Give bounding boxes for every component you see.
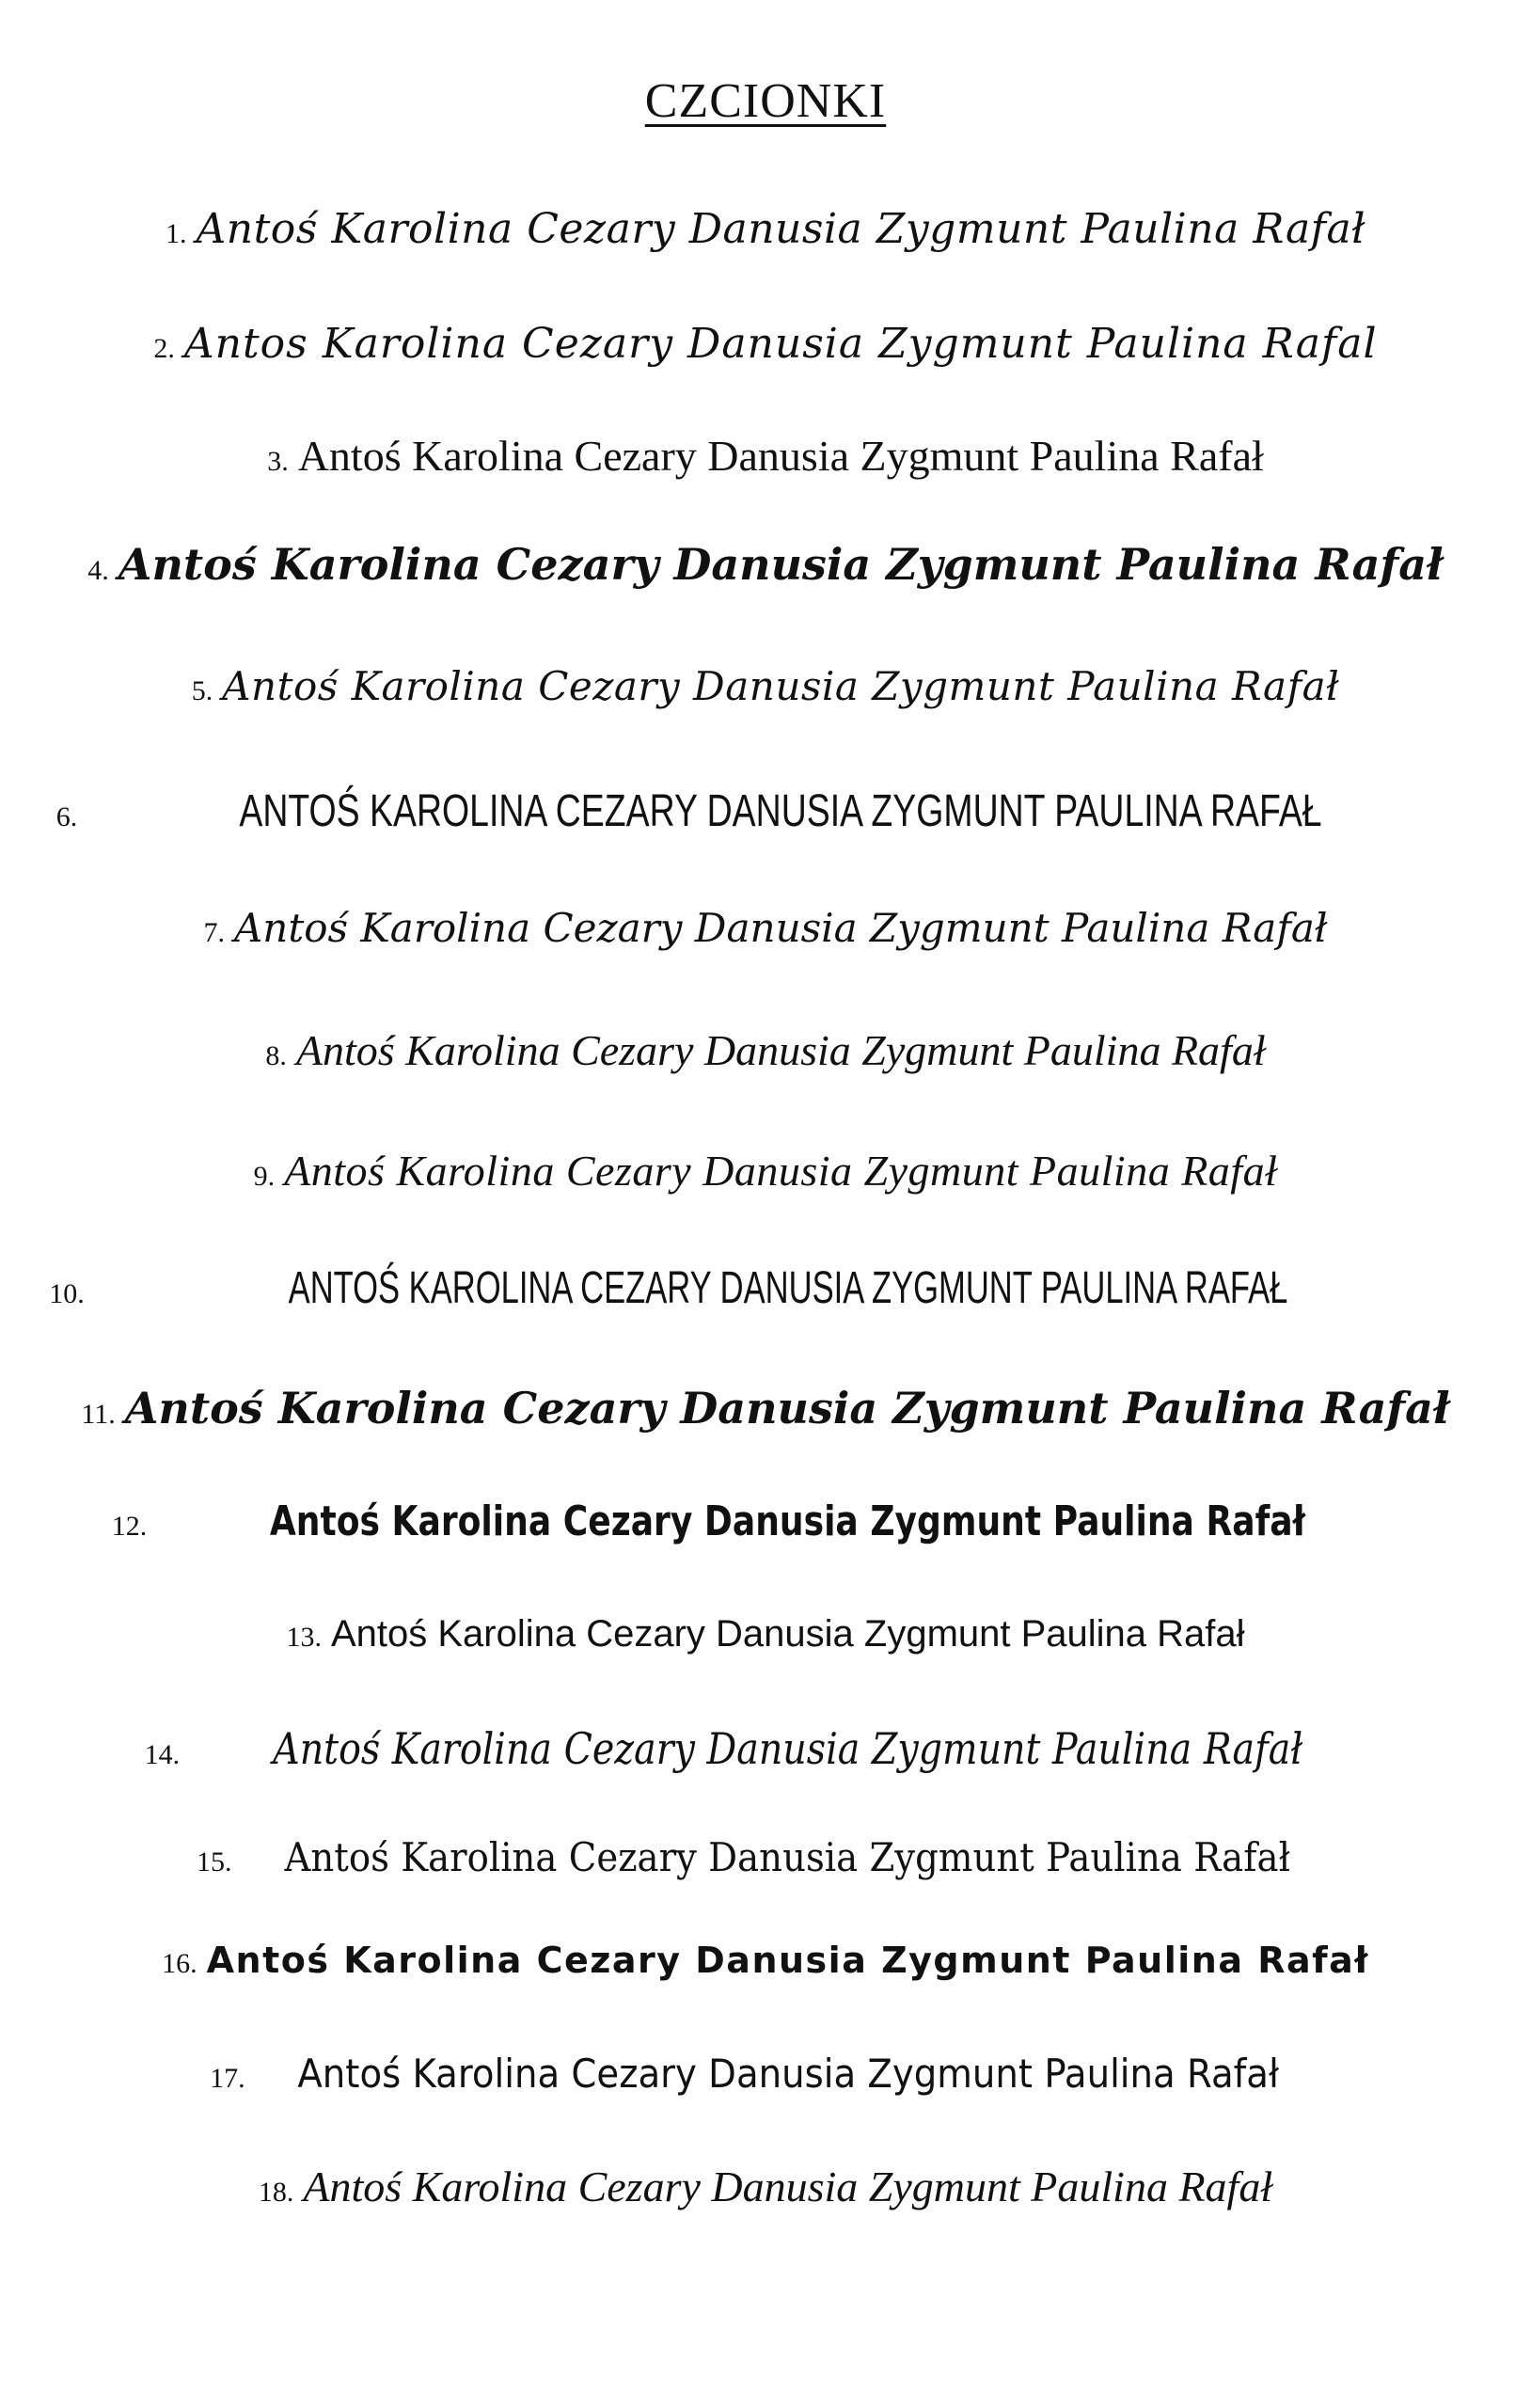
font-sample: Antoś Karolina Cezary Danusia Zygmunt Paulina Rafał [124, 1383, 1450, 1434]
font-row-7 [0, 905, 1531, 951]
font-sample: Antoś Karolina Cezary Danusia Zygmunt Paulina Rafał [284, 1147, 1278, 1195]
font-row-11 [0, 1383, 1531, 1434]
font-sample: Antoś Karolina Cezary Danusia Zygmunt Paulina Rafał [330, 1613, 1245, 1655]
font-number: 18. [258, 2177, 294, 2208]
font-sample: ANTOŚ KAROLINA CEZARY DANUSIA ZYGMUNT PAULINA RAFAŁ [239, 786, 1322, 836]
font-row-6 [0, 785, 1531, 837]
font-number: 5. [191, 675, 213, 706]
font-number: 4. [87, 555, 109, 586]
font-number: 13. [286, 1622, 322, 1653]
font-sample: ANTOŚ KAROLINA CEZARY DANUSIA ZYGMUNT PAULINA RAFAŁ [288, 1263, 1288, 1313]
font-row-12 [0, 1497, 1531, 1545]
font-number: 3. [267, 446, 289, 477]
font-number: 16. [162, 1948, 197, 1979]
font-number: 8. [265, 1040, 287, 1071]
font-number: 9. [253, 1161, 276, 1192]
font-row-14 [0, 1723, 1531, 1774]
font-number: 10. [49, 1278, 85, 1309]
font-sample: Antoś Karolina Cezary Danusia Zygmunt Paulina Rafał [296, 2051, 1279, 2097]
font-row-16 [0, 1940, 1531, 1981]
font-row-9 [0, 1146, 1531, 1196]
font-sample: Antos Karolina Cezary Danusia Zygmunt Paulina Rafal [183, 320, 1378, 368]
font-sample: Antoś Karolina Cezary Danusia Zygmunt Paulina Rafał [303, 2162, 1273, 2210]
page-title: CZCIONKI [644, 74, 887, 128]
font-number: 12. [111, 1511, 148, 1542]
font-number: 1. [166, 218, 187, 249]
font-number: 2. [153, 333, 175, 364]
font-sample: Antoś Karolina Cezary Danusia Zygmunt Paulina Rafał [297, 432, 1264, 480]
font-row-8 [0, 1025, 1531, 1075]
font-row-2 [0, 320, 1531, 368]
font-row-17 [0, 2051, 1531, 2097]
font-sample: Antoś Karolina Cezary Danusia Zygmunt Paulina Rafał [295, 1026, 1266, 1074]
font-number: 6. [55, 801, 78, 832]
font-sample: Antoś Karolina Cezary Danusia Zygmunt Paulina Rafał [233, 905, 1328, 951]
font-number: 17. [210, 2063, 245, 2094]
font-sample: Antoś Karolina Cezary Danusia Zygmunt Paulina Rafał [118, 539, 1444, 590]
font-sample: Antoś Karolina Cezary Danusia Zygmunt Paulina Rafał [270, 1497, 1306, 1545]
font-row-18 [0, 2162, 1531, 2211]
font-sample: Antoś Karolina Cezary Danusia Zygmunt Paulina Rafał [222, 663, 1340, 709]
font-row-3 [0, 431, 1531, 481]
font-sample: Antoś Karolina Cezary Danusia Zygmunt Paulina Rafał [206, 1940, 1369, 1981]
font-number: 7. [203, 917, 225, 948]
font-row-10 [0, 1262, 1531, 1314]
font-sample: Antoś Karolina Cezary Danusia Zygmunt Paulina Rafał [284, 1834, 1291, 1880]
font-row-1 [0, 205, 1531, 253]
font-row-4 [0, 539, 1531, 590]
font-row-15 [0, 1834, 1531, 1880]
font-row-5 [0, 663, 1531, 709]
font-sample: Antoś Karolina Cezary Danusia Zygmunt Paulina Rafał [196, 205, 1365, 253]
font-number: 15. [196, 1846, 232, 1877]
font-row-13 [0, 1613, 1531, 1656]
font-number: 11. [81, 1399, 116, 1430]
font-number: 14. [144, 1739, 181, 1770]
font-sample: Antoś Karolina Cezary Danusia Zygmunt Paulina Rafał [273, 1723, 1303, 1774]
